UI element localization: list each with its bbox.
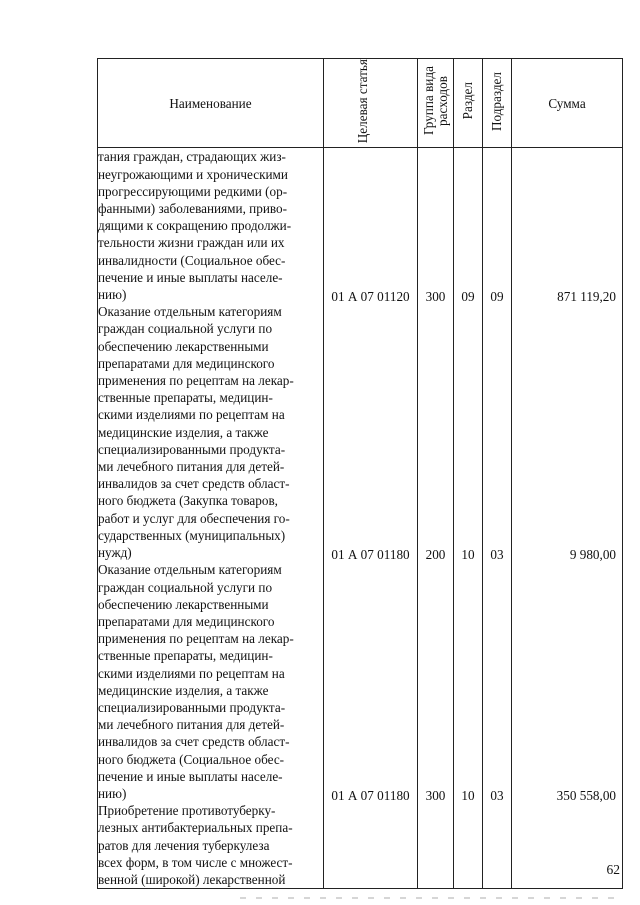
name-line: скими изделиями по рецептам на	[98, 407, 285, 423]
name-line: граждан социальной услуги по	[98, 579, 273, 595]
name-line: венной (широкой) лекарственной	[98, 871, 286, 887]
name-line: препаратами для медицинского	[98, 355, 275, 371]
section-values	[454, 148, 482, 843]
target-values	[324, 148, 417, 843]
name-line: граждан социальной услуги по	[98, 321, 273, 337]
name-line: ратов для лечения туберкулеза	[98, 837, 270, 853]
name-line: печение и иные выплаты населе-	[98, 768, 283, 784]
name-line: сударственных (муниципальных)	[98, 527, 286, 543]
group-values	[418, 148, 453, 843]
name-line: применения по рецептам на лекар-	[98, 631, 294, 647]
name-line: обеспечению лекарственными	[98, 338, 269, 354]
subsection-values	[483, 148, 511, 843]
name-line: специализированными продукта-	[98, 699, 286, 715]
subsection-value: 09	[490, 289, 504, 305]
name-line: ми лечебного питания для детей-	[98, 459, 285, 475]
name-line: инвалидов за счет средств област-	[98, 476, 290, 492]
header-name-label: Наименование	[169, 95, 252, 111]
section-column	[454, 148, 483, 889]
sum-column	[512, 148, 623, 889]
name-line: всех форм, в том числе с множест-	[98, 854, 293, 870]
sum-value: 871 119,20	[557, 289, 616, 305]
header-name	[98, 59, 324, 148]
name-entry	[98, 561, 323, 802]
name-line: обеспечению лекарственными	[98, 596, 269, 612]
group-value: 300	[425, 787, 446, 803]
name-entry	[98, 148, 323, 303]
subsection-value: 03	[490, 547, 504, 563]
name-line: нию)	[98, 785, 127, 801]
name-entry	[98, 303, 323, 561]
budget-table	[97, 58, 623, 889]
target-column	[324, 148, 418, 889]
page-number: 62	[606, 862, 620, 877]
name-line: Оказание отдельным категориям	[98, 304, 282, 320]
name-line: нию)	[98, 287, 127, 303]
name-line: ственные препараты, медицин-	[98, 390, 273, 406]
name-line: специализированными продукта-	[98, 441, 286, 457]
name-line: лезных антибактериальных препа-	[98, 820, 293, 836]
name-line: прогрессирующими редкими (ор-	[98, 183, 288, 199]
sum-value: 350 558,00	[556, 787, 616, 803]
sum-value: 9 980,00	[569, 547, 616, 563]
name-line: неугрожающими и хроническими	[98, 166, 288, 182]
name-line: Приобретение противотуберку-	[98, 803, 276, 819]
name-line: инвалидности (Социальное обес-	[98, 252, 286, 268]
name-entry	[98, 802, 323, 888]
name-line: медицинские изделия, а также	[98, 424, 269, 440]
header-group	[418, 59, 454, 148]
name-line: медицинские изделия, а также	[98, 682, 269, 698]
name-line: ми лечебного питания для детей-	[98, 717, 285, 733]
target-value: 01 А 07 01120	[331, 289, 410, 305]
section-value: 10	[461, 787, 475, 803]
target-value: 01 А 07 01180	[331, 787, 410, 803]
name-line: инвалидов за счет средств област-	[98, 734, 290, 750]
header-sum-label: Сумма	[548, 95, 586, 111]
header-section-label: Раздел	[460, 82, 475, 120]
name-line: работ и услуг для обеспечения го-	[98, 510, 290, 526]
scan-artifact	[240, 897, 622, 899]
name-line: печение и иные выплаты населе-	[98, 269, 283, 285]
name-line: Оказание отдельным категориям	[98, 562, 282, 578]
name-column	[98, 148, 324, 889]
name-line: фанными) заболеваниями, приво-	[98, 201, 288, 217]
header-subsection-label: Подраздел	[489, 71, 504, 131]
header-section	[454, 59, 483, 148]
header-subsection	[483, 59, 512, 148]
group-value: 200	[425, 547, 446, 563]
section-value: 10	[461, 547, 475, 563]
name-line: ного бюджета (Социальное обес-	[98, 751, 285, 767]
header-group-label: Группа вида расходов	[420, 66, 450, 136]
name-line: ного бюджета (Закупка товаров,	[98, 493, 278, 509]
subsection-value: 03	[490, 787, 504, 803]
header-target	[324, 59, 418, 148]
name-line: тания граждан, страдающих жиз-	[98, 149, 286, 165]
table-header-row	[98, 59, 623, 148]
header-target-label: Целевая статья	[354, 59, 370, 144]
name-line: препаратами для медицинского	[98, 613, 275, 629]
table-body-row	[98, 148, 623, 889]
name-line: тельности жизни граждан или их	[98, 235, 285, 251]
name-entries	[98, 148, 323, 888]
target-value: 01 А 07 01180	[331, 547, 410, 563]
name-line: дящими к сокращению продолжи-	[98, 218, 292, 234]
sum-values	[512, 148, 622, 843]
name-line: нужд)	[98, 545, 132, 561]
section-value: 09	[461, 289, 475, 305]
header-sum	[512, 59, 623, 148]
name-line: ственные препараты, медицин-	[98, 648, 273, 664]
subsection-column	[483, 148, 512, 889]
name-line: скими изделиями по рецептам на	[98, 665, 285, 681]
group-value: 300	[425, 289, 446, 305]
name-line: применения по рецептам на лекар-	[98, 373, 294, 389]
group-column	[418, 148, 454, 889]
